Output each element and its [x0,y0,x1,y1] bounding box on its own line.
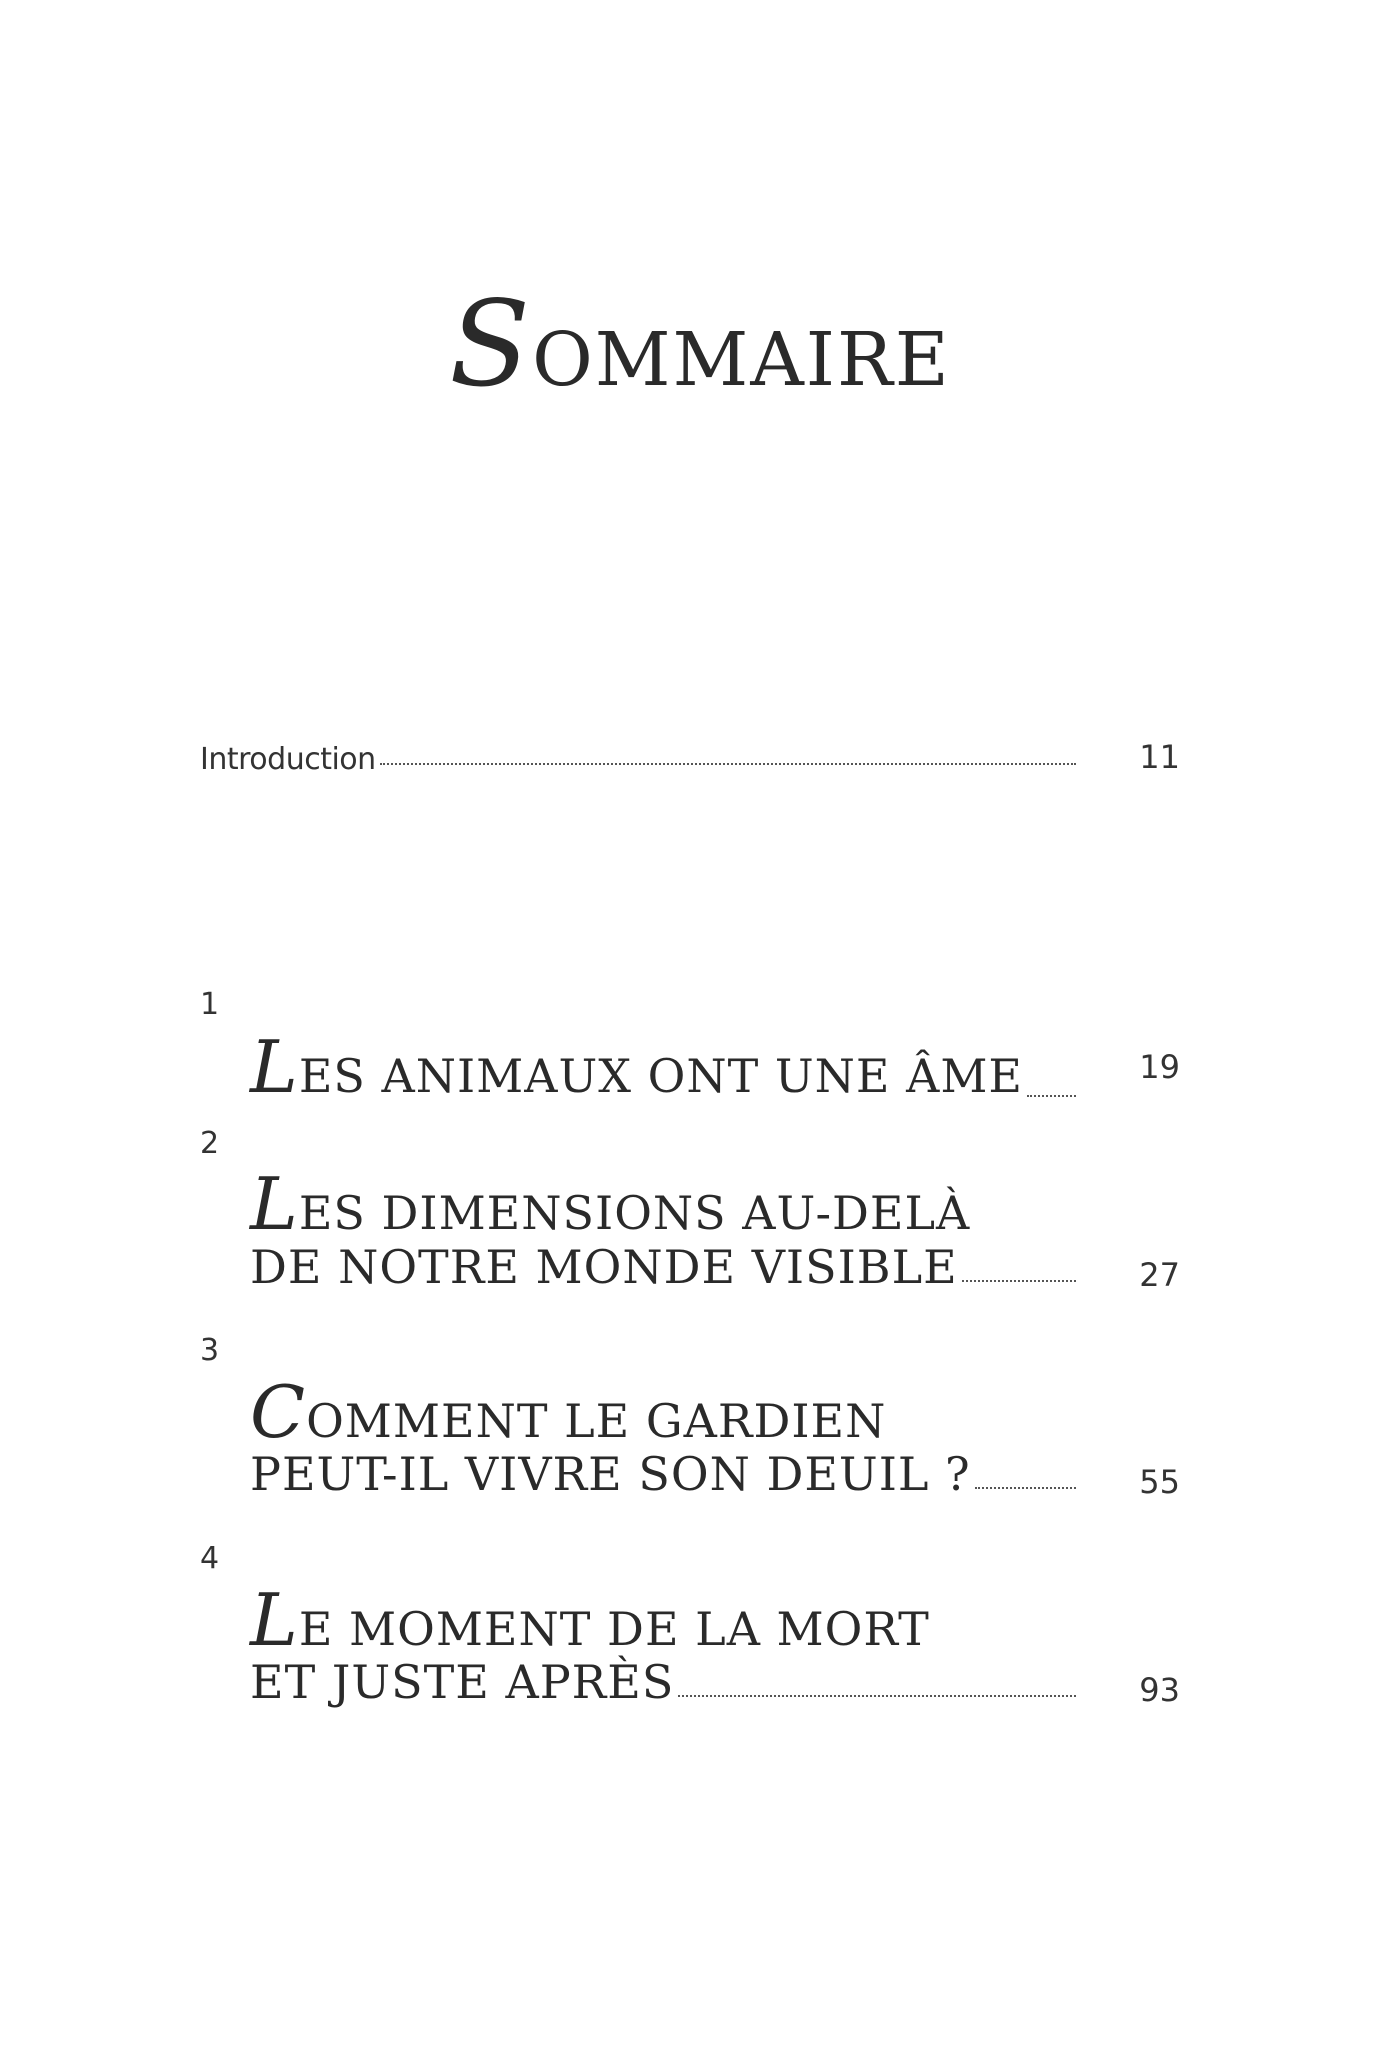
toc-entry-chapter-2[interactable] [250,1240,1080,1294]
page-title [0,275,1400,413]
title-initial: S [449,275,533,413]
dot-leader [380,763,1076,765]
dot-leader [1027,1095,1076,1097]
chapter-initial: C [250,1370,307,1454]
chapter-number: 4 [200,1541,220,1576]
chapter-title-line: DE NOTRE MONDE VISIBLE [250,1240,958,1294]
chapter-title-line [250,1370,886,1454]
toc-entry-chapter-4[interactable] [250,1655,1080,1709]
chapter-title-line [250,1162,970,1246]
dot-leader [975,1487,1076,1489]
chapter-title-text: OMMENT LE GARDIEN [306,1394,887,1448]
toc-entry-chapter-3[interactable] [250,1447,1080,1501]
toc-entry-page: 19 [1139,1048,1180,1086]
toc-entry-page: 55 [1139,1463,1180,1501]
toc-entry-label: Introduction [200,742,376,777]
title-rest: OMMAIRE [532,317,951,403]
chapter-title-line [250,1025,1023,1109]
toc-entry-chapter-1[interactable] [250,1025,1080,1109]
chapter-title-text: ES DIMENSIONS AU-DELÀ [298,1186,971,1240]
chapter-initial: L [250,1025,299,1109]
toc-entry-page: 93 [1139,1671,1180,1709]
chapter-title-text: ES ANIMAUX ONT UNE ÂME [298,1049,1024,1103]
dot-leader [962,1280,1076,1282]
chapter-number: 3 [200,1333,220,1368]
chapter-number: 2 [200,1126,220,1161]
chapter-title-line: ET JUSTE APRÈS [250,1655,675,1709]
chapter-number: 1 [200,987,220,1022]
toc-entry-introduction[interactable] [200,742,1080,777]
chapter-initial: L [250,1578,299,1662]
chapter-initial: L [250,1162,299,1246]
chapter-title-line [250,1578,930,1662]
chapter-title-line: PEUT-IL VIVRE SON DEUIL ? [250,1447,971,1501]
dot-leader [678,1695,1076,1697]
toc-entry-page: 27 [1139,1256,1180,1294]
chapter-title-text: E MOMENT DE LA MORT [298,1602,930,1656]
toc-entry-page: 11 [1139,738,1180,776]
